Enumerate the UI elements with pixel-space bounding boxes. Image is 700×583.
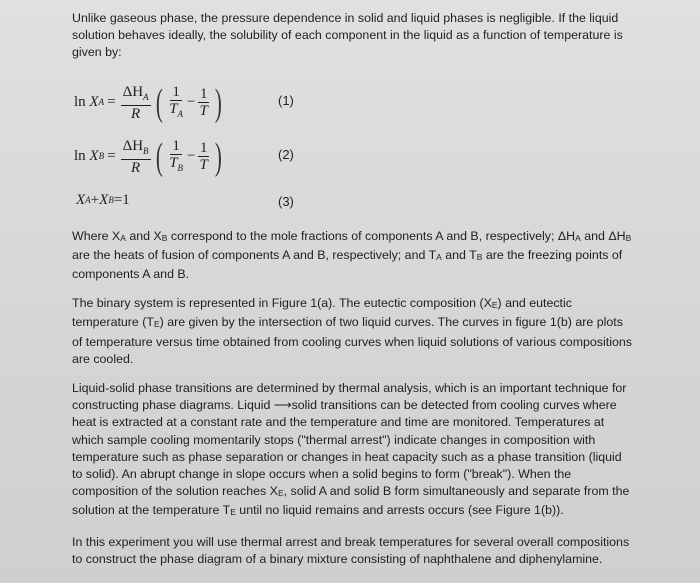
eq2-minus: −: [187, 148, 196, 164]
eq2-inner-frac2: [198, 140, 210, 173]
p2-sub-b: B: [161, 232, 168, 243]
eq1-ln: ln: [74, 94, 86, 110]
eq2-num-sub: B: [143, 145, 149, 156]
eq1-inner-num1: 1: [172, 83, 180, 100]
eq2-inner-frac1: [167, 138, 185, 176]
p4-text-c: until no liquid remains and arrests occurs (see Figure 1(b)).: [235, 503, 564, 518]
eq3-x2-sub: B: [108, 194, 114, 205]
p2-text-g: are the freezing points of components A and B.: [72, 247, 623, 282]
eq2-inner-num1: 1: [172, 137, 180, 154]
p4-text-b: , solid A and solid B form simultaneously and separate from the solution at the temperature T: [72, 484, 630, 518]
eq2-inner-den1-sub: B: [177, 162, 184, 173]
p2-text-c: correspond to the mole fractions of components A and B, respectively; ΔH: [167, 228, 576, 243]
eq2-x: X: [89, 148, 99, 164]
p4-text-a: Liquid-solid phase transitions are determined by thermal analysis, which is an important technique for constructing phase diagrams. Liquid ⟶solid transitions can be detected from cooling curves where heat is extracted at a constant rate and the temperature and time are monitored. Temperatures at which sample cooling momentarily stops ("thermal arrest") indicate changes in composition with temperature such as phase separation or changes in heat capacity such as a phase transition (liquid to solid). An abrupt change in slope occurs when a solid begins to form ("break"). When the composition of the solution reaches X: [72, 381, 627, 499]
equation-3: [76, 192, 130, 209]
eq3-rhs: =1: [113, 191, 130, 208]
eq2-x-sub: B: [98, 151, 105, 161]
eq1-inner-frac2: [198, 86, 210, 119]
p2-sub-f: B: [476, 251, 483, 262]
eq1-equals: =: [107, 94, 116, 110]
experiment-paragraph: In this experiment you will use thermal arrest and break temperatures for several overall compositions to construct the phase diagram of a binary mixture consisting of naphthalene and diphenylamine.: [72, 534, 630, 566]
eq1-x: X: [89, 94, 99, 110]
p2-text-a: Where X: [72, 228, 121, 243]
eq3-x1-sub: A: [85, 194, 91, 205]
eq1-label: (1): [278, 92, 294, 108]
eq3-x2: X: [99, 191, 109, 208]
p3-sub-b: E: [153, 319, 160, 330]
p3-text-b: ) and eutectic temperature (T: [72, 296, 572, 330]
eq1-inner-den1: T: [169, 100, 178, 117]
p2-sub-e: A: [436, 251, 442, 262]
eq1-inner-num2: 1: [199, 86, 208, 103]
eq2-right-paren: ): [214, 135, 222, 178]
eq1-minus: −: [187, 94, 196, 110]
equation-1: [74, 81, 225, 124]
p2-sub-d: B: [625, 232, 632, 243]
p2-text-e: are the heats of fusion of components A and B, respectively; and T: [72, 247, 437, 262]
eq1-den: R: [130, 105, 141, 122]
eq1-x-sub: A: [98, 97, 105, 107]
eq3-plus: +: [90, 191, 100, 208]
eq2-equals: =: [107, 148, 116, 164]
p2-text-b: and X: [125, 228, 162, 243]
eq2-inner-num2: 1: [199, 140, 208, 157]
eq2-left-paren: (: [155, 135, 163, 178]
p2-text-d: and ΔH: [580, 228, 626, 243]
equations-block: [72, 72, 632, 222]
p2-sub-a: A: [120, 232, 126, 243]
eq1-inner-den1-sub: A: [177, 108, 184, 119]
eq3-label: (3): [278, 193, 294, 209]
eq2-inner-den2: T: [199, 157, 208, 174]
p2-sub-c: A: [575, 232, 581, 243]
eq2-num: ΔH: [122, 137, 144, 154]
p4-sub-a: E: [277, 488, 284, 499]
eq1-fraction: [121, 84, 151, 122]
p3-text-c: ) are given by the intersection of two liquid curves. The curves in figure 1(b) are plots of temperature versus time obtained from cooling curves when liquid solutions of various compositions are cooled.: [72, 315, 632, 366]
eq2-ln: ln: [74, 148, 86, 164]
binary-system-paragraph: [72, 295, 632, 368]
eq2-inner-den1: T: [169, 154, 178, 171]
thermal-analysis-paragraph: [72, 380, 632, 522]
definitions-paragraph: [72, 228, 632, 284]
intro-paragraph: Unlike gaseous phase, the pressure dependence in solid and liquid phases is negligible. If the liquid solution behaves ideally, the solubility of each component in the liquid as a function of temperature is given by:: [72, 11, 623, 60]
eq1-left-paren: (: [155, 81, 163, 124]
document-content: [72, 10, 632, 568]
equation-2: [74, 135, 225, 178]
eq2-den: R: [130, 159, 141, 176]
p4-sub-b: E: [230, 507, 236, 518]
p2-text-f: and T: [441, 247, 477, 262]
eq2-label: (2): [278, 146, 294, 162]
eq1-num-sub: A: [143, 91, 149, 102]
eq1-right-paren: ): [214, 81, 222, 124]
p3-text-a: The binary system is represented in Figure 1(a). The eutectic composition (X: [72, 296, 492, 311]
eq3-x1: X: [76, 191, 86, 208]
eq1-inner-frac1: [167, 84, 185, 122]
eq2-fraction: [121, 138, 151, 176]
eq1-inner-den2: T: [199, 103, 208, 120]
eq1-num: ΔH: [122, 83, 144, 100]
p3-sub-a: E: [491, 300, 498, 311]
